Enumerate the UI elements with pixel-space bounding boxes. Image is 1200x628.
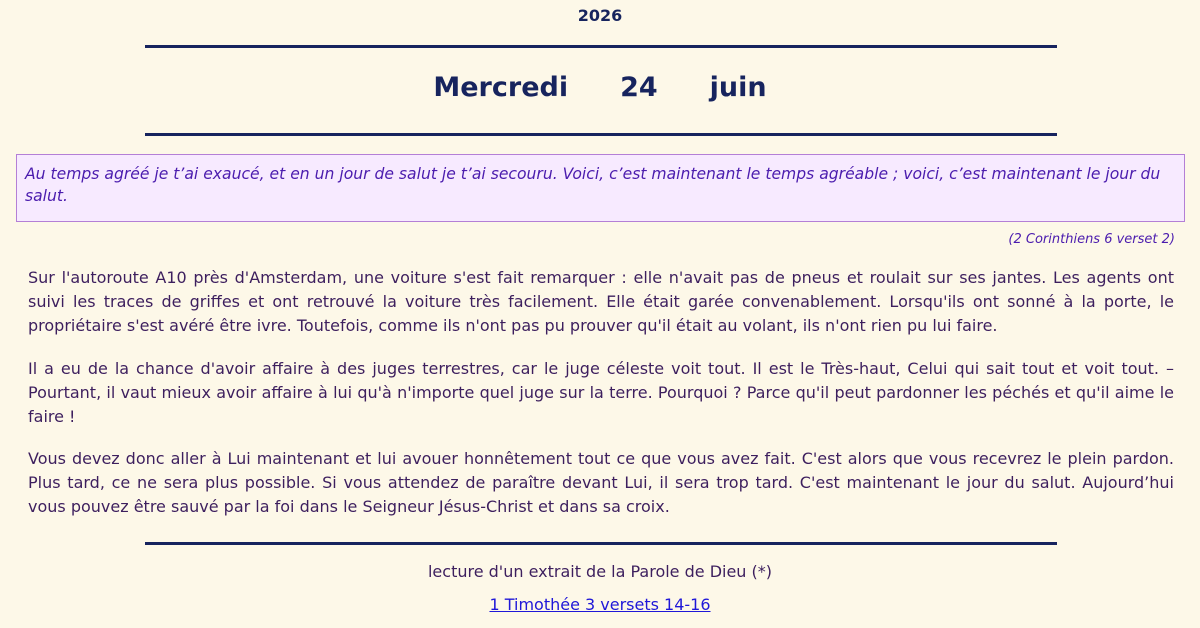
reading-intro: lecture d'un extrait de la Parole de Dieu (*) — [427, 562, 773, 581]
date-heading — [0, 72, 1200, 103]
meditation-paragraph: Vous devez donc aller à Lui maintenant et lui avouer honnêtement tout ce que vous avez fait. C'est alors que vous recevrez le plein pardon. Plus tard, ce ne sera plus possible. Si vous attendez de paraître devant Lui, il sera trop tard. C'est maintenant le jour du salut. Aujourd’hui vous pouvez être sauvé par la foi dans le Seigneur Jésus-Christ et dans sa croix. — [28, 449, 1174, 516]
top-divider — [145, 45, 1057, 48]
reading-divider — [145, 542, 1057, 545]
meditation-paragraph: Il a eu de la chance d'avoir affaire à des juges terrestres, car le juge céleste voit tout. Il est le Très-haut, Celui qui sait tout et voit tout. – Pourtant, il vaut mieux avoir affaire à lui qu'à n'importe quel juge sur la terre. Pourquoi ? Parce qu'il peut pardonner les péchés et qu'il aime le faire ! — [28, 359, 1174, 426]
meditation-paragraph: Sur l'autoroute A10 près d'Amsterdam, une voiture s'est fait remarquer : elle n'avait pas de pneus et roulait sur ses jantes. Les agents ont suivi les traces de griffes et ont retrouvé la voiture très facilement. Elle était garée convenablement. Lorsqu'ils ont sonné à la porte, le propriétaire s'est avéré être ivre. Toutefois, comme ils n'ont pas pu prouver qu'il était au volant, ils n'ont rien pu lui faire. — [28, 268, 1174, 335]
day-number: 24 — [620, 72, 658, 103]
reading-link-container — [0, 595, 1200, 614]
verse-reference: (2 Corinthiens 6 verset 2) — [1008, 232, 1175, 247]
year-label: 2026 — [577, 6, 623, 25]
month-label: juin — [709, 72, 767, 103]
reading-link[interactable]: 1 Timothée 3 versets 14-16 — [489, 595, 711, 614]
weekday-label: Mercredi — [433, 72, 569, 103]
verse-box — [16, 154, 1185, 222]
verse-text: Au temps agréé je t’ai exaucé, et en un jour de salut je t’ai secouru. Voici, c’est maintenant le temps agréable ; voici, c’est maintenant le jour du salut. — [25, 165, 1161, 205]
date-divider — [145, 133, 1057, 136]
